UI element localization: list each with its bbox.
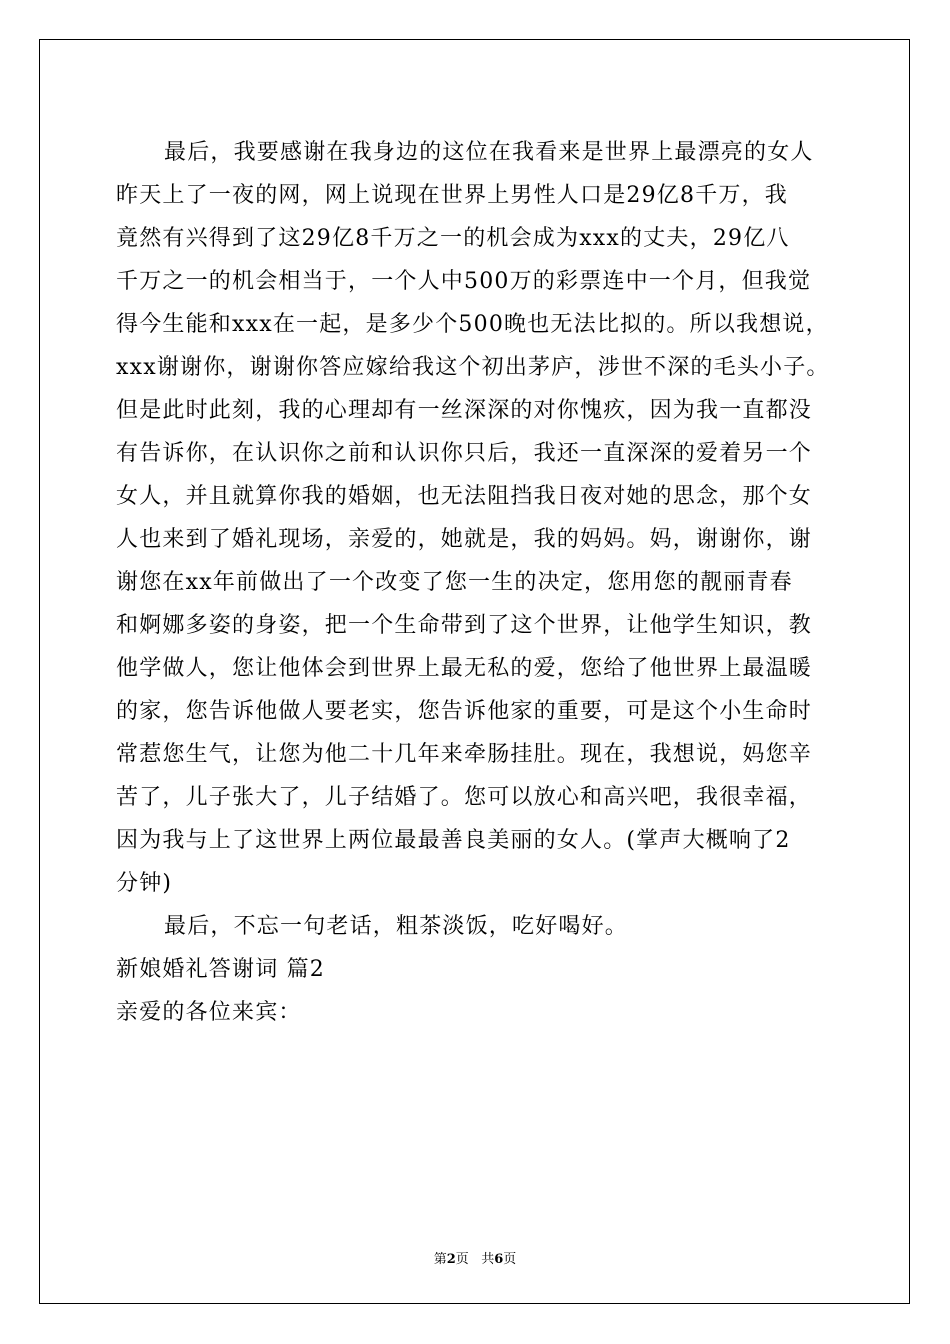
footer-total-suffix: 页 bbox=[503, 1252, 517, 1267]
paragraph-line: 但是此时此刻，我的心理却有一丝深深的对你愧疚，因为我一直都没 bbox=[116, 398, 813, 423]
section-heading: 新娘婚礼答谢词 篇2 bbox=[116, 957, 325, 982]
paragraph-line: 昨天上了一夜的网，网上说现在世界上男性人口是29亿8千万，我 bbox=[116, 183, 788, 208]
paragraph-line: xxx谢谢你，谢谢你答应嫁给我这个初出茅庐，涉世不深的毛头小子。 bbox=[116, 355, 830, 380]
footer-prefix: 第 bbox=[433, 1252, 447, 1267]
paragraph-line: 千万之一的机会相当于，一个人中500万的彩票连中一个月，但我觉 bbox=[116, 269, 812, 294]
paragraph-line: 苦了，儿子张大了，儿子结婚了。您可以放心和高兴吧，我很幸福， bbox=[116, 785, 813, 810]
current-page-number: 2 bbox=[446, 1252, 456, 1267]
paragraph-line: 谢您在xx年前做出了一个改变了您一生的决定，您用您的靓丽青春 bbox=[116, 570, 793, 595]
paragraph-line: 女人，并且就算你我的婚姻，也无法阻挡我日夜对她的思念，那个女 bbox=[116, 484, 813, 509]
salutation: 亲爱的各位来宾： bbox=[116, 1000, 302, 1025]
paragraph-line: 有告诉你，在认识你之前和认识你只后，我还一直深深的爱着另一个 bbox=[116, 441, 813, 466]
document-body bbox=[116, 131, 836, 1034]
paragraph-line: 因为我与上了这世界上两位最最善良美丽的女人。(掌声大概响了2 bbox=[116, 828, 791, 853]
paragraph-line: 的家，您告诉他做人要老实，您告诉他家的重要，可是这个小生命时 bbox=[116, 699, 813, 724]
paragraph-line: 常惹您生气，让您为他二十几年来牵肠挂肚。现在，我想说，妈您辛 bbox=[116, 742, 813, 767]
paragraph-line: 竟然有兴得到了这29亿8千万之一的机会成为xxx的丈夫，29亿八 bbox=[116, 226, 790, 251]
paragraph-line: 最后，我要感谢在我身边的这位在我看来是世界上最漂亮的女人 bbox=[164, 140, 814, 165]
footer-total-prefix: 共 bbox=[481, 1252, 495, 1267]
paragraph-line: 得今生能和xxx在一起，是多少个500晚也无法比拟的。所以我想说， bbox=[116, 312, 829, 337]
total-page-count: 6 bbox=[494, 1252, 504, 1267]
paragraph-line: 人也来到了婚礼现场，亲爱的，她就是，我的妈妈。妈，谢谢你，谢 bbox=[116, 527, 813, 552]
paragraph-line: 分钟) bbox=[116, 871, 173, 896]
paragraph-line: 他学做人，您让他体会到世界上最无私的爱，您给了他世界上最温暖 bbox=[116, 656, 813, 681]
page-footer bbox=[0, 1248, 950, 1267]
footer-page-suffix: 页 bbox=[455, 1252, 469, 1267]
paragraph-line: 和婀娜多姿的身姿，把一个生命带到了这个世界，让他学生知识，教 bbox=[116, 613, 813, 638]
paragraph-line: 最后，不忘一句老话，粗茶淡饭，吃好喝好。 bbox=[164, 914, 629, 939]
